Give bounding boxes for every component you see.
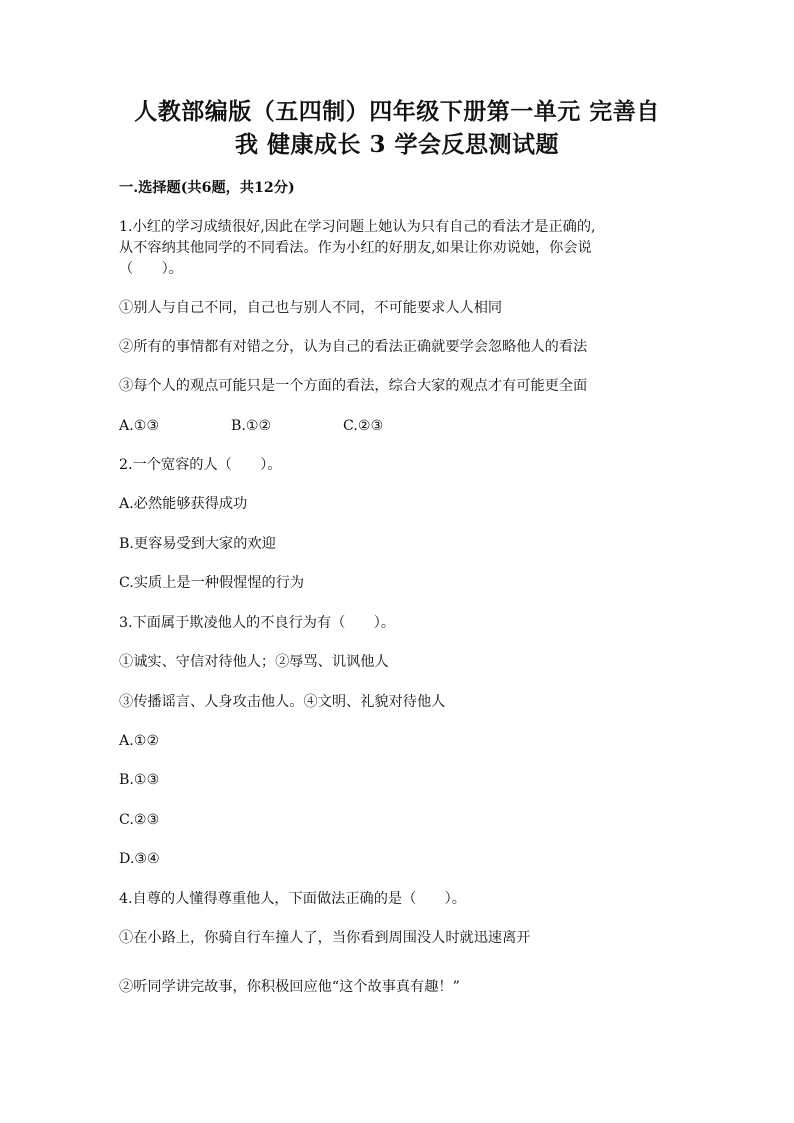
question-1-option-b: B.①② [231,418,272,434]
question-1-stem-line-3: （ ）。 [119,261,183,277]
question-3-stem: 3.下面属于欺凌他人的不良行为有（ ）。 [119,615,396,631]
question-3-statement-1: ①诚实、守信对待他人；②辱骂、讥讽他人 [119,654,389,670]
question-2-option-c: C.实质上是一种假惺惺的行为 [119,575,305,591]
question-1-option-c: C.②③ [343,418,384,434]
document-title-line-1: 人教部编版（五四制）四年级下册第一单元 完善自 [134,98,660,125]
question-1-option-a: A.①③ [119,418,160,434]
question-3-option-c: C.②③ [119,812,160,828]
question-1-statement-1: ①别人与自己不同，自己也与别人不同，不可能要求人人相同 [119,300,503,316]
question-3-statement-2: ③传播谣言、人身攻击他人。④文明、礼貌对待他人 [119,694,446,710]
question-2-option-a: A.必然能够获得成功 [119,496,248,512]
question-4-stem: 4.自尊的人懂得尊重他人，下面做法正确的是（ ）。 [119,891,466,907]
question-1-stem-line-1: 1.小红的学习成绩很好,因此在学习问题上她认为只有自己的看法才是正确的, [119,219,596,235]
section-heading: 一.选择题(共6题，共12分) [119,180,295,196]
question-2-option-b: B.更容易受到大家的欢迎 [119,536,276,552]
question-1-statement-3: ③每个人的观点可能只是一个方面的看法，综合大家的观点才有可能更全面 [119,378,588,394]
question-3-option-d: D.③④ [119,851,160,867]
question-4-statement-2: ②听同学讲完故事，你积极回应他“这个故事真有趣！” [119,979,460,995]
question-1-stem-line-2: 从不容纳其他同学的不同看法。作为小红的好朋友,如果让你劝说她，你会说 [119,240,592,256]
question-3-option-b: B.①③ [119,772,160,788]
question-3-option-a: A.①② [119,733,160,749]
document-title-line-2: 我 健康成长 3 学会反思测试题 [234,131,560,158]
question-1-statement-2: ②所有的事情都有对错之分，认为自己的看法正确就要学会忽略他人的看法 [119,339,588,355]
question-4-statement-1: ①在小路上，你骑自行车撞人了，当你看到周围没人时就迅速离开 [119,930,531,946]
question-2-stem: 2.一个宽容的人（ ）。 [119,457,282,473]
